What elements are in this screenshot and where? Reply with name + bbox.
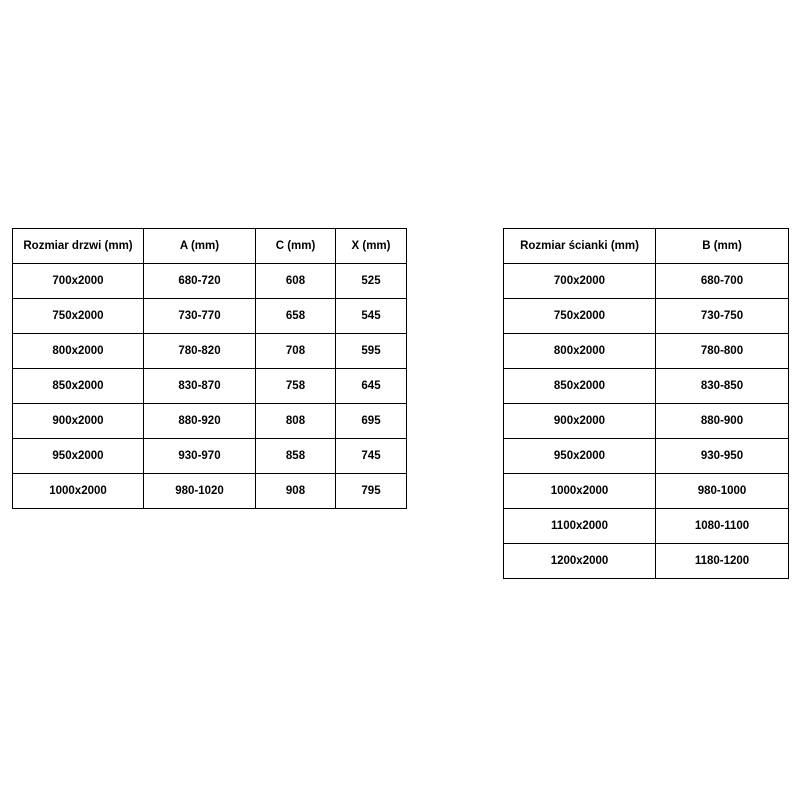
- table-row: [504, 544, 789, 579]
- table-row: [504, 474, 789, 509]
- cell-a: 880-920: [144, 404, 256, 439]
- cell-c: 708: [256, 334, 336, 369]
- cell-wall-size: 1100x2000: [504, 509, 656, 544]
- column-header-b: B (mm): [656, 229, 789, 264]
- door-sizes-table-container: [12, 228, 407, 509]
- table-row: [504, 369, 789, 404]
- column-header-x: X (mm): [336, 229, 407, 264]
- cell-b: 780-800: [656, 334, 789, 369]
- table-row: [13, 334, 407, 369]
- cell-x: 525: [336, 264, 407, 299]
- cell-door-size: 700x2000: [13, 264, 144, 299]
- cell-b: 1180-1200: [656, 544, 789, 579]
- cell-c: 808: [256, 404, 336, 439]
- table-header-row: [504, 229, 789, 264]
- table-row: [13, 474, 407, 509]
- cell-x: 695: [336, 404, 407, 439]
- table-row: [13, 404, 407, 439]
- door-sizes-table-body: [13, 264, 407, 509]
- wall-sizes-table-container: [503, 228, 789, 579]
- cell-b: 830-850: [656, 369, 789, 404]
- cell-c: 608: [256, 264, 336, 299]
- cell-wall-size: 700x2000: [504, 264, 656, 299]
- cell-a: 980-1020: [144, 474, 256, 509]
- table-row: [13, 264, 407, 299]
- cell-wall-size: 950x2000: [504, 439, 656, 474]
- cell-door-size: 1000x2000: [13, 474, 144, 509]
- wall-sizes-table: [503, 228, 789, 579]
- table-row: [13, 369, 407, 404]
- cell-b: 680-700: [656, 264, 789, 299]
- cell-wall-size: 850x2000: [504, 369, 656, 404]
- table-row: [504, 299, 789, 334]
- cell-b: 880-900: [656, 404, 789, 439]
- cell-c: 658: [256, 299, 336, 334]
- cell-wall-size: 750x2000: [504, 299, 656, 334]
- cell-b: 1080-1100: [656, 509, 789, 544]
- cell-x: 645: [336, 369, 407, 404]
- cell-c: 858: [256, 439, 336, 474]
- table-row: [504, 404, 789, 439]
- cell-b: 930-950: [656, 439, 789, 474]
- column-header-wall-size: Rozmiar ścianki (mm): [504, 229, 656, 264]
- door-sizes-table: [12, 228, 407, 509]
- cell-wall-size: 800x2000: [504, 334, 656, 369]
- cell-a: 930-970: [144, 439, 256, 474]
- cell-door-size: 850x2000: [13, 369, 144, 404]
- cell-door-size: 900x2000: [13, 404, 144, 439]
- cell-x: 795: [336, 474, 407, 509]
- cell-door-size: 950x2000: [13, 439, 144, 474]
- cell-a: 780-820: [144, 334, 256, 369]
- column-header-a: A (mm): [144, 229, 256, 264]
- table-row: [504, 264, 789, 299]
- cell-b: 980-1000: [656, 474, 789, 509]
- cell-wall-size: 1000x2000: [504, 474, 656, 509]
- table-row: [504, 509, 789, 544]
- wall-sizes-table-head: [504, 229, 789, 264]
- cell-a: 680-720: [144, 264, 256, 299]
- door-sizes-table-head: [13, 229, 407, 264]
- cell-x: 595: [336, 334, 407, 369]
- table-row: [504, 439, 789, 474]
- table-row: [13, 439, 407, 474]
- table-row: [13, 299, 407, 334]
- cell-door-size: 800x2000: [13, 334, 144, 369]
- table-row: [504, 334, 789, 369]
- cell-a: 830-870: [144, 369, 256, 404]
- cell-wall-size: 1200x2000: [504, 544, 656, 579]
- cell-door-size: 750x2000: [13, 299, 144, 334]
- cell-wall-size: 900x2000: [504, 404, 656, 439]
- column-header-c: C (mm): [256, 229, 336, 264]
- cell-x: 545: [336, 299, 407, 334]
- cell-x: 745: [336, 439, 407, 474]
- cell-c: 758: [256, 369, 336, 404]
- table-header-row: [13, 229, 407, 264]
- cell-b: 730-750: [656, 299, 789, 334]
- column-header-door-size: Rozmiar drzwi (mm): [13, 229, 144, 264]
- cell-a: 730-770: [144, 299, 256, 334]
- cell-c: 908: [256, 474, 336, 509]
- wall-sizes-table-body: [504, 264, 789, 579]
